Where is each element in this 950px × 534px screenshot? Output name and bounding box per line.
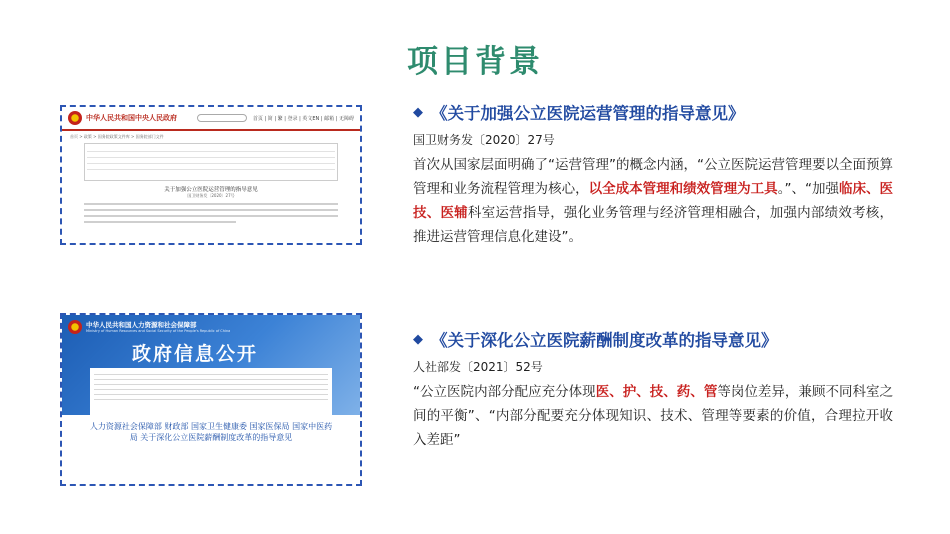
summary-text: 首次从国家层面明确了“运营管理”的概念内涵，“公立医院运营管理要以全面预算管理和业务流程管理为核心，: [413, 157, 893, 197]
gov-site-nav: 首页 | 简 | 繁 | 登录 | 英文EN | 邮箱 | 无障碍: [252, 115, 354, 122]
mohrss-site-name: 中华人民共和国人力资源和社会保障部: [86, 321, 197, 329]
doc-meta-table: [84, 143, 338, 181]
gov-policy-screenshot: [60, 105, 362, 245]
mohrss-site-name-en: Ministry of Human Resources and Social Security of the People's Republic of China: [86, 329, 231, 333]
policy-docno-1: 国卫财务发〔2020〕27号: [413, 133, 555, 147]
policy-summary-2: [413, 380, 893, 452]
mohrss-banner: [62, 315, 360, 415]
summary-text: 等岗位差异，兼顾不同科室之间的平衡”、“内部分配要充分体现知识、技术、管理等要素的价值，合理拉开收入差距”: [413, 384, 894, 448]
summary-text: 。”、“加强: [777, 181, 839, 197]
policy-heading-text-1: 《关于加强公立医院运营管理的指导意见》: [431, 104, 745, 123]
doc-info-table: [90, 368, 332, 415]
page-title: 项目背景: [407, 44, 543, 80]
gov-search-box: [197, 114, 247, 122]
policy-heading-1: [413, 100, 893, 124]
policy-heading-text-2: 《关于深化公立医院薪酬制度改革的指导意见》: [431, 331, 778, 350]
policy-heading-2: [413, 327, 893, 351]
diamond-bullet-icon: ◆: [413, 331, 423, 347]
policy-item-2: [413, 327, 893, 452]
summary-highlight: 医、护、技、药、管: [595, 384, 718, 400]
summary-highlight: 以全成本管理和绩效管理为工具: [588, 181, 778, 197]
summary-highlight: 临床、医技、医辅: [413, 181, 894, 221]
summary-text: 科室运营指导，强化业务管理与经济管理相融合，加强内部绩效考核，推进运营管理信息化建设”。: [413, 205, 894, 245]
gov-breadcrumb: 首页 > 政策 > 国务院政策文件库 > 国务院部门文件: [70, 134, 164, 139]
policy-docno-2: 人社部发〔2021〕52号: [413, 360, 543, 374]
gov-site-header: [62, 107, 360, 131]
gov-site-name: 中华人民共和国中央人民政府: [86, 114, 177, 122]
doc-number: 国卫财务发〔2020〕27号: [187, 193, 235, 198]
doc-caption: 人力资源社会保障部 财政部 国家卫生健康委 国家医保局 国家中医药局 关于深化公立医院薪酬制度改革的指导意见: [89, 422, 333, 442]
mohrss-screenshot: [60, 313, 362, 486]
banner-title: 政府信息公开: [132, 343, 259, 365]
policy-summary-1: [413, 153, 893, 249]
summary-text: “公立医院内部分配应充分体现: [413, 384, 596, 400]
diamond-bullet-icon: ◆: [413, 104, 423, 120]
national-emblem-icon: [68, 320, 82, 334]
doc-body-text: [84, 203, 338, 223]
policy-item-1: [413, 100, 893, 249]
doc-title: 关于加强公立医院运营管理的指导意见: [164, 187, 258, 193]
national-emblem-icon: [68, 111, 82, 125]
